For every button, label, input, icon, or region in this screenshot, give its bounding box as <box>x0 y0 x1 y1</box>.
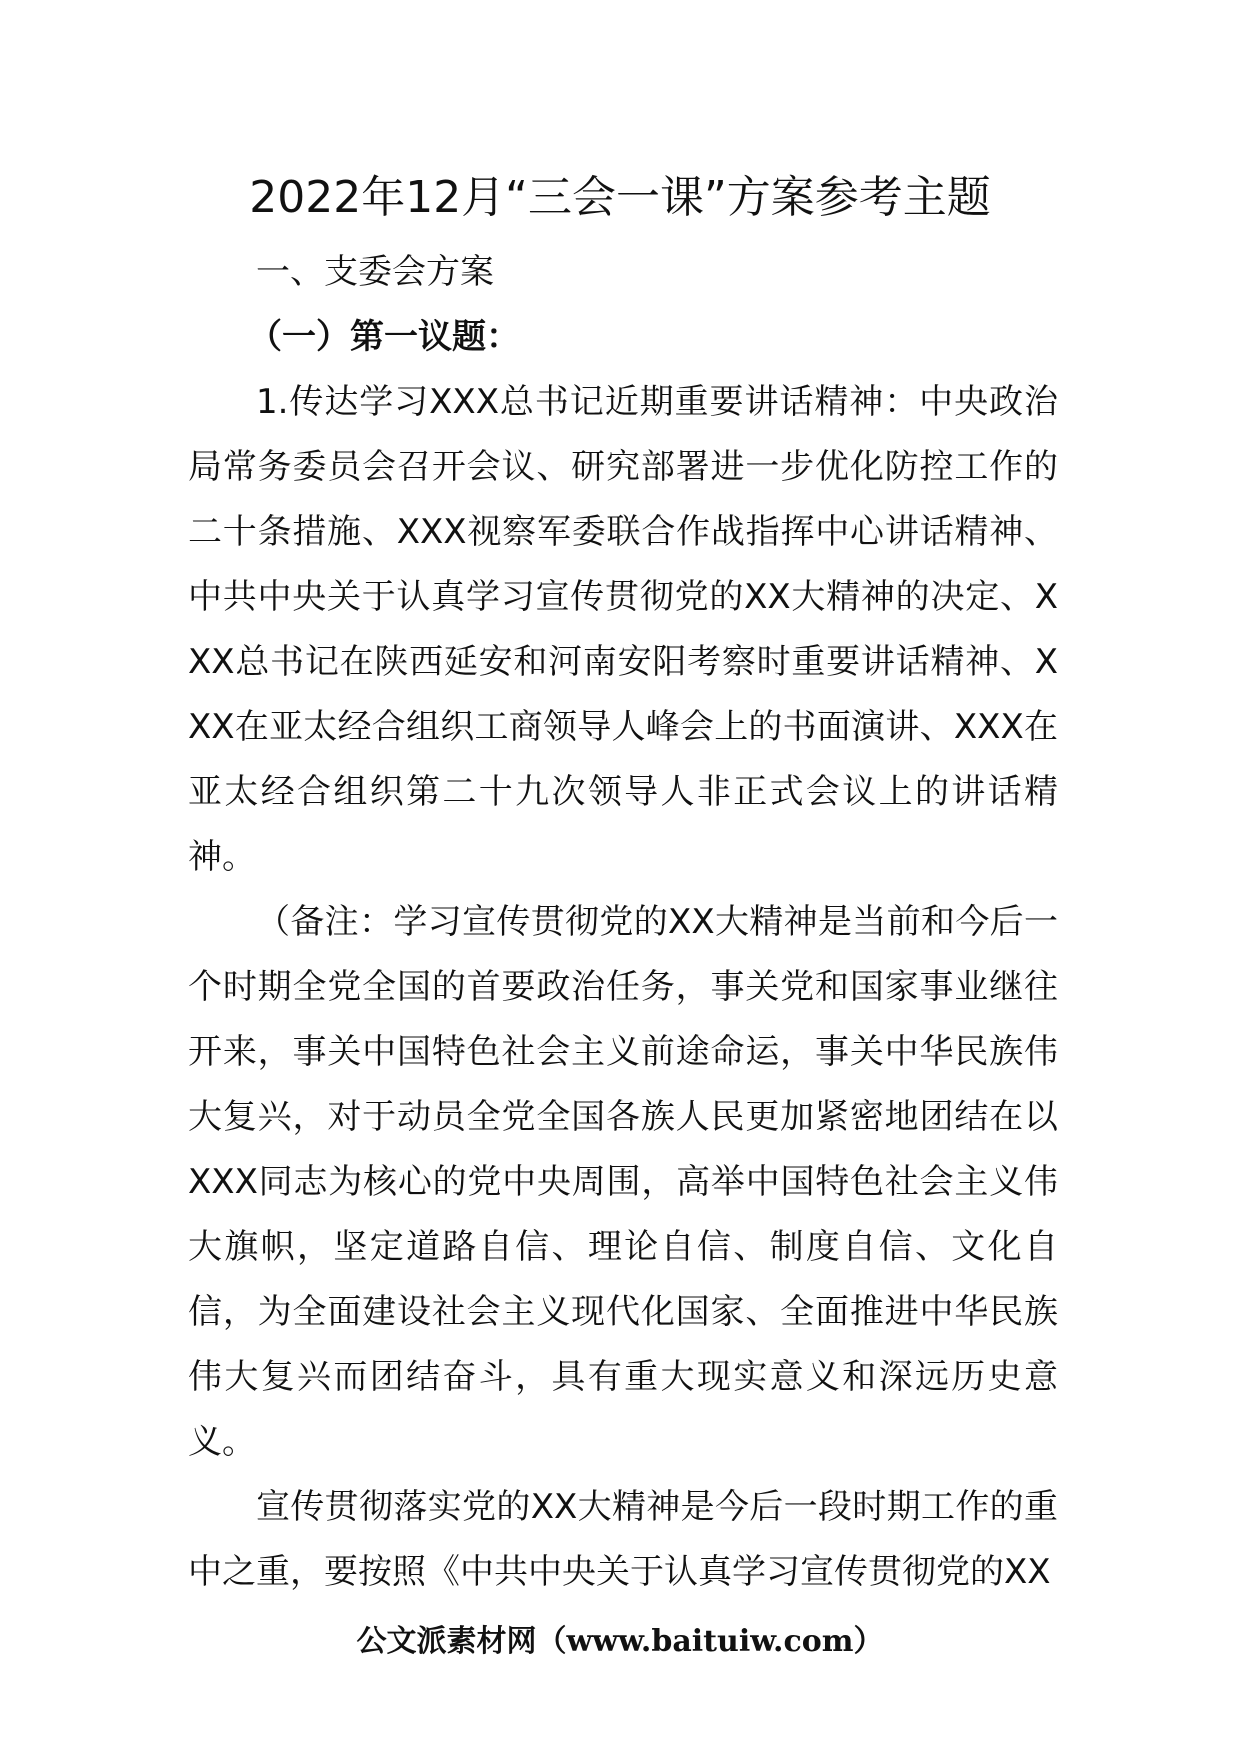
document-body <box>188 240 1058 1605</box>
paragraph-1: 1.传达学习XXX总书记近期重要讲话精神：中央政治局常务委员会召开会议、研究部署进一步优化防控工作的二十条措施、XXX视察军委联合作战指挥中心讲话精神、中共中央关于认真学习宣传贯彻党的XX大精神的决定、XXX总书记在陕西延安和河南安阳考察时重要讲话精神、XXX在亚太经合组织工商领导人峰会上的书面演讲、XXX在亚太经合组织第二十九次领导人非正式会议上的讲话精神。 <box>188 382 1058 877</box>
document-title: 2022年12月“三会一课”方案参考主题 <box>249 172 991 223</box>
section-heading: 一、支委会方案 <box>256 252 494 292</box>
paragraph-2: （备注：学习宣传贯彻党的XX大精神是当前和今后一个时期全党全国的首要政治任务，事关党和国家事业继往开来，事关中国特色社会主义前途命运，事关中华民族伟大复兴，对于动员全党全国各族人民更加紧密地团结在以XXX同志为核心的党中央周围，高举中国特色社会主义伟大旗帜，坚定道路自信、理论自信、制度自信、文化自信，为全面建设社会主义现代化国家、全面推进中华民族伟大复兴而团结奋斗，具有重大现实意义和深远历史意义。 <box>188 902 1058 1462</box>
paragraph-3: 宣传贯彻落实党的XX大精神是今后一段时期工作的重中之重，要按照《中共中央关于认真学习宣传贯彻党的XX <box>188 1487 1058 1592</box>
subsection-heading: （一）第一议题： <box>248 317 520 357</box>
footer-watermark: 公文派素材网（www.baituiw.com） <box>356 1624 884 1659</box>
